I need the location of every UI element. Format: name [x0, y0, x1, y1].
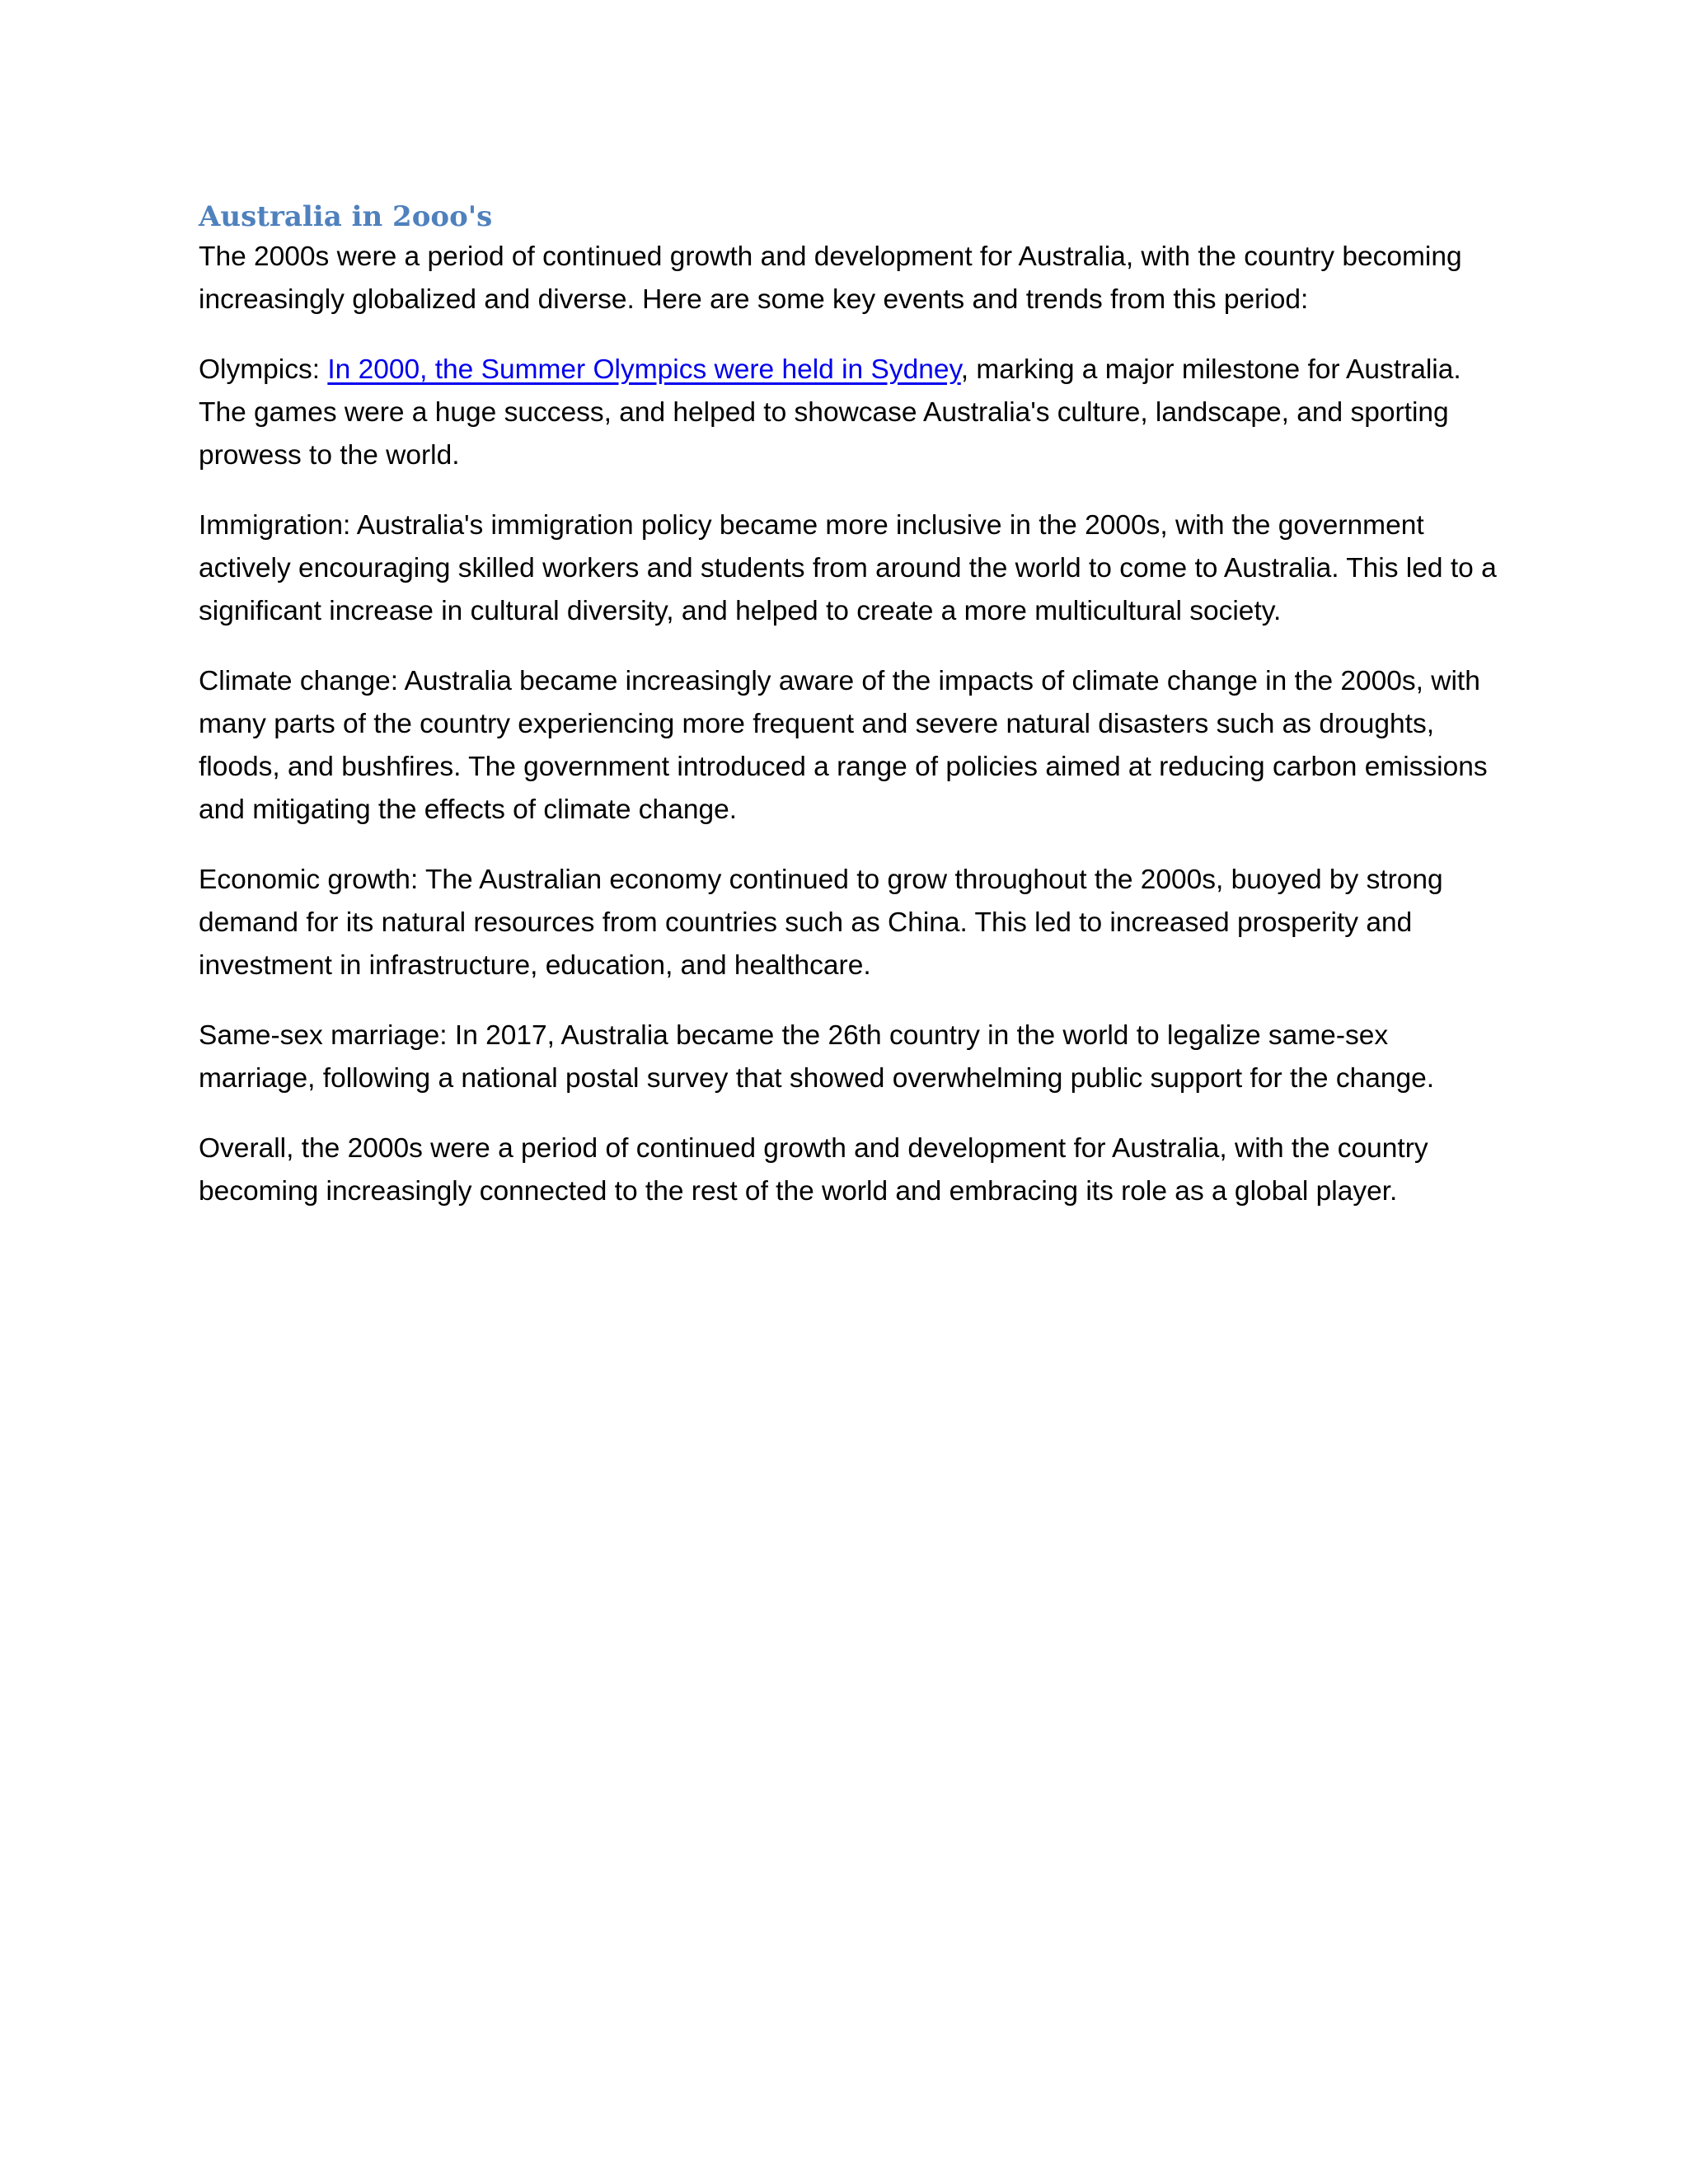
intro-paragraph: The 2000s were a period of continued growth and development for Australia, with the country becoming increasingly globalized and diverse. Here are some key events and trends from this period:: [199, 241, 1462, 315]
olympics-label: Olympics:: [199, 354, 328, 385]
document-heading: Australia in 2ooo's: [199, 200, 493, 233]
economic-paragraph: Economic growth: The Australian economy continued to grow throughout the 2000s, buoyed by strong demand for its natural resources from countries such as China. This led to increased prosperity and investment in infrastructure, education, and healthcare.: [199, 865, 1443, 981]
overall-paragraph: Overall, the 2000s were a period of continued growth and development for Australia, with the country becoming increasingly connected to the rest of the world and embracing its role as a global player.: [199, 1133, 1428, 1207]
same-sex-marriage-paragraph: Same-sex marriage: In 2017, Australia became the 26th country in the world to legalize same-sex marriage, following a national postal survey that showed overwhelming public support for the change.: [199, 1020, 1435, 1094]
climate-paragraph: Climate change: Australia became increasingly aware of the impacts of climate change in the 2000s, with many parts of the country experiencing more frequent and severe natural disasters such as droughts, floods, and bushfires. The government introduced a range of policies aimed at reducing carbon emissions and mitigating the effects of climate change.: [199, 666, 1488, 825]
immigration-paragraph: Immigration: Australia's immigration policy became more inclusive in the 2000s, with the government actively encouraging skilled workers and students from around the world to come to Australia. This led to a significant increase in cultural diversity, and helped to create a more multicultural society.: [199, 510, 1497, 626]
document-body: [199, 194, 1501, 1240]
olympics-link[interactable]: In 2000, the Summer Olympics were held in Sydney: [327, 354, 961, 385]
olympics-paragraph: [199, 349, 1501, 477]
olympics-rest: , marking a major milestone for Australia. The games were a huge success, and helped to showcase Australia's culture, landscape, and sporting prowess to the world.: [199, 354, 1461, 471]
